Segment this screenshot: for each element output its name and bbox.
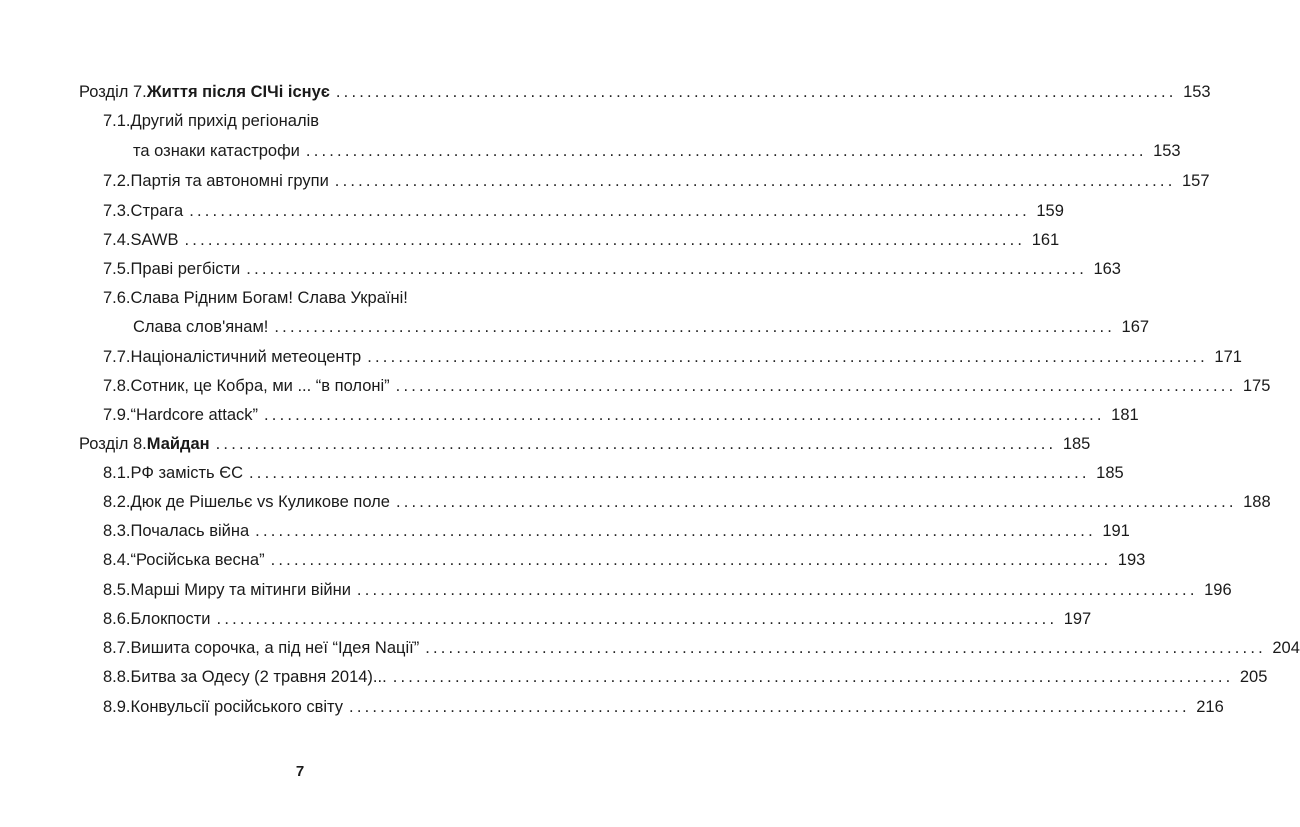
toc-entry-number: 7.2. — [103, 172, 131, 190]
toc-entry-7-1-cont — [133, 141, 1181, 161]
toc-entry-number: Розділ 7. — [79, 83, 147, 101]
toc-entry-7-7 — [103, 347, 1242, 367]
toc-entry-number: 7.4. — [103, 231, 131, 249]
toc-leader-dots: ............................................................................................................ — [395, 377, 1237, 395]
toc-leader-dots: ............................................................................................................ — [264, 406, 1105, 424]
toc-leader-dots: ............................................................................................................ — [249, 464, 1090, 482]
toc-leader-dots: ............................................................................................................ — [246, 260, 1087, 278]
toc-entry-number: 8.5. — [103, 581, 131, 599]
toc-entry-chapter-8 — [79, 434, 1091, 454]
toc-entry-number: 8.9. — [103, 698, 131, 716]
toc-entry-number: 8.1. — [103, 464, 131, 482]
toc-entry-page: 216 — [1196, 698, 1224, 716]
toc-entry-number: 8.6. — [103, 610, 131, 628]
toc-entry-chapter-7 — [79, 82, 1211, 102]
toc-entry-page: 197 — [1063, 610, 1092, 628]
toc-leader-dots: ............................................................................................................ — [356, 581, 1198, 599]
toc-entry-7-2 — [103, 171, 1210, 191]
toc-entry-page: 167 — [1121, 318, 1150, 336]
toc-entry-page: 188 — [1243, 493, 1271, 511]
toc-entry-page: 181 — [1111, 406, 1139, 424]
toc-entry-page: 153 — [1183, 83, 1211, 101]
toc-entry-page: 185 — [1062, 435, 1091, 453]
toc-entry-number: 8.7. — [103, 639, 131, 657]
toc-entry-number: 8.3. — [103, 522, 131, 540]
toc-entry-page: 153 — [1153, 142, 1181, 160]
toc-leader-dots: ............................................................................................................ — [395, 493, 1237, 511]
toc-entry-number: 8.8. — [103, 668, 131, 686]
page-number: 7 — [295, 763, 305, 780]
toc-entry-number: 7.9. — [103, 406, 131, 424]
toc-entry-title: Слава слов'янам! — [133, 318, 269, 336]
toc-entry-title: Марші Миру та мітинги війни — [130, 581, 351, 599]
toc-leader-dots: ............................................................................................................ — [189, 202, 1030, 220]
toc-entry-8-6 — [103, 609, 1092, 629]
toc-leader-dots: ............................................................................................................ — [255, 522, 1096, 540]
toc-entry-title: та ознаки катастрофи — [133, 142, 300, 160]
toc-entry-7-8 — [103, 376, 1271, 396]
toc-entry-page: 196 — [1204, 581, 1232, 599]
toc-entry-title: Вишита сорочка, а під неї “Ідея Nації” — [130, 639, 420, 657]
toc-entry-7-9 — [103, 405, 1139, 425]
toc-entry-title: РФ замість ЄС — [130, 464, 243, 482]
toc-leader-dots: ............................................................................................................ — [349, 698, 1190, 716]
toc-entry-title: Страга — [130, 202, 184, 220]
toc-entry-title: Дюк де Рішельє vs Куликове поле — [130, 493, 390, 511]
toc-entry-page: 191 — [1102, 522, 1130, 540]
toc-entry-title: Битва за Одесу (2 травня 2014)... — [130, 668, 387, 686]
toc-entry-page: 161 — [1031, 231, 1060, 249]
toc-leader-dots: ............................................................................................................ — [305, 142, 1147, 160]
toc-entry-number: 7.3. — [103, 202, 131, 220]
toc-entry-page: 205 — [1239, 668, 1268, 686]
toc-entry-number: Розділ 8. — [79, 435, 147, 453]
toc-leader-dots: ............................................................................................................ — [274, 318, 1116, 336]
toc-entry-number: 7.8. — [103, 377, 131, 395]
toc-entry-title: Сотник, це Кобра, ми ... “в полоні” — [130, 377, 390, 395]
toc-entry-page: 171 — [1214, 348, 1242, 366]
toc-entry-7-4 — [103, 230, 1060, 250]
toc-entry-7-5 — [103, 259, 1121, 279]
toc-leader-dots: ............................................................................................................ — [367, 348, 1208, 366]
toc-entry-title: SAWB — [130, 231, 179, 249]
toc-entry-page: 193 — [1117, 551, 1146, 569]
toc-entry-page: 175 — [1242, 377, 1271, 395]
toc-entry-number: 7.1. — [103, 112, 131, 130]
toc-leader-dots: ............................................................................................................ — [392, 668, 1234, 686]
toc-entry-8-2 — [103, 492, 1271, 512]
toc-entry-number: 7.7. — [103, 348, 131, 366]
toc-leader-dots: ............................................................................................................ — [215, 435, 1057, 453]
toc-entry-8-9 — [103, 697, 1224, 717]
toc-entry-number: 7.6. — [103, 289, 131, 307]
toc-entry-page: 185 — [1096, 464, 1124, 482]
toc-leader-dots: ............................................................................................................ — [270, 551, 1112, 569]
toc-entry-title: Почалась війна — [130, 522, 250, 540]
toc-entry-7-6 — [103, 288, 503, 308]
toc-entry-number: 8.2. — [103, 493, 131, 511]
toc-entry-title: Життя після СІЧі існує — [146, 83, 330, 101]
toc-entry-page: 204 — [1272, 639, 1300, 657]
toc-entry-page: 163 — [1093, 260, 1121, 278]
toc-entry-page: 159 — [1036, 202, 1064, 220]
toc-leader-dots: ............................................................................................................ — [334, 172, 1176, 190]
toc-entry-8-8 — [103, 667, 1268, 687]
toc-entry-8-3 — [103, 521, 1130, 541]
toc-entry-7-6-cont — [133, 317, 1150, 337]
toc-entry-number: 7.5. — [103, 260, 131, 278]
toc-entry-number: 8.4. — [103, 551, 131, 569]
toc-entry-title: Слава Рідним Богам! Слава Україні! — [130, 289, 408, 307]
toc-leader-dots: ............................................................................................................ — [335, 83, 1177, 101]
toc-entry-page: 157 — [1181, 172, 1210, 190]
toc-entry-7-3 — [103, 201, 1064, 221]
toc-entry-title: Блокпости — [130, 610, 211, 628]
toc-entry-8-5 — [103, 580, 1232, 600]
toc-entry-title: “Російська весна” — [130, 551, 265, 569]
toc-entry-title: “Hardcore attack” — [130, 406, 258, 424]
toc-entry-7-1 — [103, 111, 503, 131]
toc-leader-dots: ............................................................................................................ — [184, 231, 1026, 249]
toc-entry-title: Конвульсії російського світу — [130, 698, 344, 716]
toc-entry-8-1 — [103, 463, 1124, 483]
toc-entry-title: Другий прихід регіоналів — [130, 112, 320, 130]
toc-entry-title: Націоналістичний метеоцентр — [130, 348, 362, 366]
toc-leader-dots: ............................................................................................................ — [216, 610, 1058, 628]
toc-entry-8-4 — [103, 550, 1146, 570]
toc-entry-title: Партія та автономні групи — [130, 172, 329, 190]
toc-leader-dots: ............................................................................................................ — [425, 639, 1266, 657]
toc-entry-8-7 — [103, 638, 1300, 658]
toc-entry-title: Праві регбісти — [130, 260, 241, 278]
toc-entry-title: Майдан — [146, 435, 210, 453]
